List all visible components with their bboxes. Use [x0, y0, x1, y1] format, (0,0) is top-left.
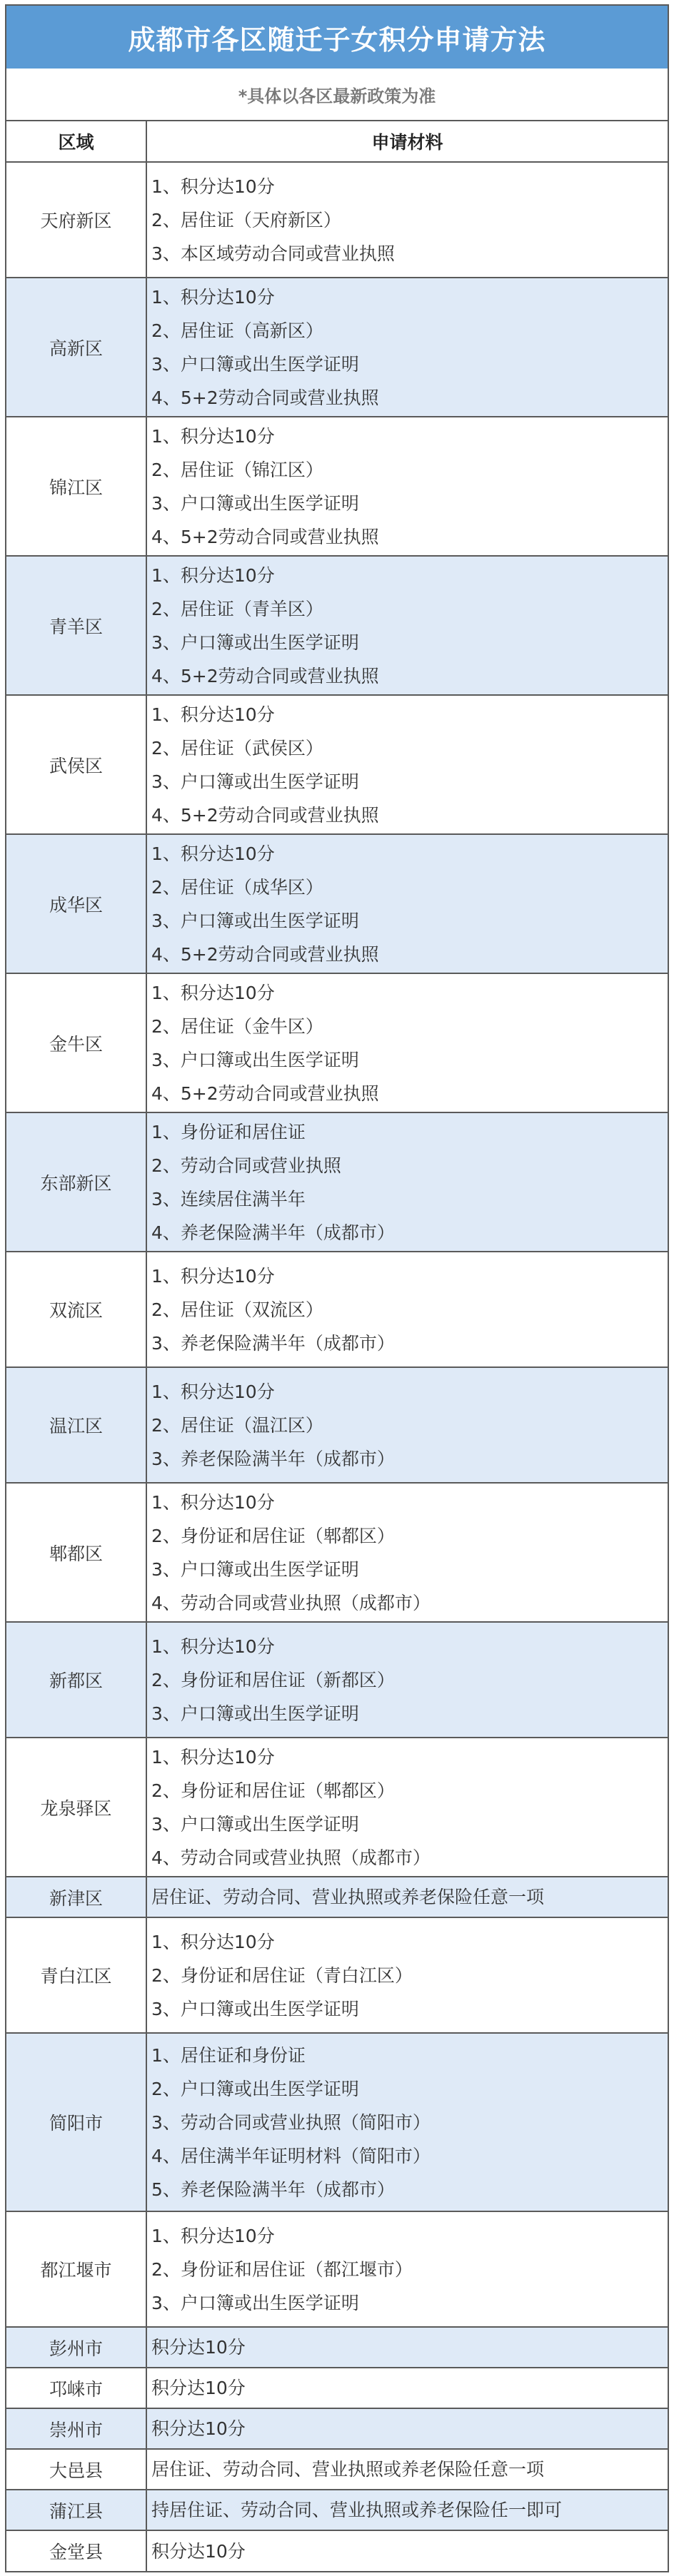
material-item: 2、户口簿或出生医学证明	[151, 2078, 359, 2099]
materials-cell	[146, 1622, 668, 1738]
table-row	[6, 2530, 668, 2571]
region-cell: 武侯区	[6, 695, 146, 834]
materials-cell	[146, 1112, 668, 1252]
material-item: 1、积分达10分	[151, 2225, 275, 2246]
table-row	[6, 417, 668, 556]
material-item: 3、户口簿或出生医学证明	[151, 771, 359, 792]
table-row	[6, 1112, 668, 1252]
region-cell: 青白江区	[6, 1917, 146, 2033]
material-item: 1、积分达10分	[151, 286, 275, 308]
column-header-region: 区域	[6, 121, 146, 162]
material-item: 3、养老保险满半年（成都市）	[151, 1448, 395, 1469]
region-cell: 邛崃市	[6, 2368, 146, 2408]
material-item: 2、劳动合同或营业执照	[151, 1155, 341, 1176]
material-item: 3、户口簿或出生医学证明	[151, 910, 359, 931]
material-item: 3、户口簿或出生医学证明	[151, 1813, 359, 1835]
region-cell: 新都区	[6, 1622, 146, 1738]
material-item: 4、5+2劳动合同或营业执照	[151, 526, 379, 547]
region-cell: 龙泉驿区	[6, 1738, 146, 1877]
table-row	[6, 1877, 668, 1917]
page-title: 成都市各区随迁子女积分申请方法	[6, 6, 668, 69]
materials-cell	[146, 2408, 668, 2449]
region-cell: 天府新区	[6, 162, 146, 278]
material-item: 3、户口簿或出生医学证明	[151, 632, 359, 653]
policy-note: *具体以各区最新政策为准	[6, 69, 668, 121]
table-row	[6, 1483, 668, 1622]
region-cell: 双流区	[6, 1252, 146, 1367]
material-item: 1、积分达10分	[151, 1746, 275, 1768]
materials-cell	[146, 1917, 668, 2033]
table-row	[6, 1738, 668, 1877]
region-cell: 成华区	[6, 834, 146, 973]
material-item: 1、积分达10分	[151, 176, 275, 197]
materials-cell	[146, 1367, 668, 1483]
material-item: 3、户口簿或出生医学证明	[151, 1998, 359, 2019]
region-cell: 东部新区	[6, 1112, 146, 1252]
material-item: 2、身份证和居住证（郫都区）	[151, 1780, 395, 1801]
table-row	[6, 2033, 668, 2211]
materials-cell	[146, 1252, 668, 1367]
table-row	[6, 278, 668, 417]
materials-cell	[146, 1738, 668, 1877]
material-item: 3、户口簿或出生医学证明	[151, 353, 359, 375]
policy-table-sheet	[5, 4, 669, 2572]
region-cell: 蒲江县	[6, 2490, 146, 2530]
region-cell: 大邑县	[6, 2449, 146, 2490]
material-item: 积分达10分	[151, 2337, 246, 2358]
materials-cell	[146, 973, 668, 1112]
material-item: 4、5+2劳动合同或营业执照	[151, 387, 379, 408]
table-header-row	[6, 121, 668, 162]
material-item: 3、户口簿或出生医学证明	[151, 1703, 359, 1724]
material-item: 2、居住证（天府新区）	[151, 209, 341, 230]
material-item: 4、居住满半年证明材料（简阳市）	[151, 2145, 431, 2166]
materials-cell	[146, 834, 668, 973]
material-item: 3、劳动合同或营业执照（简阳市）	[151, 2111, 431, 2133]
material-item: 3、连续居住满半年	[151, 1188, 306, 1210]
material-item: 2、居住证（锦江区）	[151, 459, 323, 480]
material-item: 2、居住证（金牛区）	[151, 1015, 323, 1037]
material-item: 4、5+2劳动合同或营业执照	[151, 804, 379, 826]
region-cell: 彭州市	[6, 2327, 146, 2368]
material-item: 2、居住证（青羊区）	[151, 598, 323, 619]
table-row	[6, 973, 668, 1112]
material-item: 1、积分达10分	[151, 843, 275, 864]
material-item: 4、养老保险满半年（成都市）	[151, 1222, 395, 1243]
materials-cell	[146, 2211, 668, 2327]
material-item: 1、积分达10分	[151, 1931, 275, 1952]
material-item: 3、户口簿或出生医学证明	[151, 492, 359, 514]
materials-cell	[146, 417, 668, 556]
table-row	[6, 2449, 668, 2490]
material-item: 2、居住证（武侯区）	[151, 737, 323, 759]
material-item: 1、积分达10分	[151, 564, 275, 586]
region-cell: 崇州市	[6, 2408, 146, 2449]
material-item: 2、身份证和居住证（郫都区）	[151, 1525, 395, 1546]
material-item: 积分达10分	[151, 2418, 246, 2439]
materials-cell	[146, 2327, 668, 2368]
material-item: 1、居住证和身份证	[151, 2044, 306, 2066]
material-item: 3、户口簿或出生医学证明	[151, 1049, 359, 1070]
table-row	[6, 1252, 668, 1367]
table-row	[6, 2408, 668, 2449]
material-item: 2、居住证（高新区）	[151, 320, 323, 341]
materials-cell	[146, 695, 668, 834]
table-row	[6, 556, 668, 695]
material-item: 5、养老保险满半年（成都市）	[151, 2179, 395, 2200]
table-row	[6, 2327, 668, 2368]
table-row	[6, 2211, 668, 2327]
region-cell: 青羊区	[6, 556, 146, 695]
materials-cell	[146, 2490, 668, 2530]
material-item: 1、身份证和居住证	[151, 1121, 306, 1142]
materials-table	[6, 121, 668, 2571]
table-row	[6, 834, 668, 973]
materials-cell	[146, 1877, 668, 1917]
material-item: 居住证、劳动合同、营业执照或养老保险任意一项	[151, 1887, 545, 1907]
material-item: 2、身份证和居住证（新都区）	[151, 1669, 395, 1690]
material-item: 1、积分达10分	[151, 704, 275, 725]
material-item: 2、身份证和居住证（都江堰市）	[151, 2258, 413, 2280]
material-item: 2、身份证和居住证（青白江区）	[151, 1964, 413, 1986]
column-header-materials: 申请材料	[146, 121, 668, 162]
materials-cell	[146, 556, 668, 695]
material-item: 1、积分达10分	[151, 1491, 275, 1513]
material-item: 3、本区域劳动合同或营业执照	[151, 243, 395, 264]
region-cell: 锦江区	[6, 417, 146, 556]
table-row	[6, 1367, 668, 1483]
table-row	[6, 1622, 668, 1738]
materials-cell	[146, 1483, 668, 1622]
material-item: 1、积分达10分	[151, 982, 275, 1003]
material-item: 4、劳动合同或营业执照（成都市）	[151, 1847, 431, 1868]
table-row	[6, 2490, 668, 2530]
table-row	[6, 1917, 668, 2033]
material-item: 持居住证、劳动合同、营业执照或养老保险任一即可	[151, 2500, 563, 2520]
material-item: 4、5+2劳动合同或营业执照	[151, 943, 379, 965]
material-item: 积分达10分	[151, 2540, 246, 2562]
material-item: 积分达10分	[151, 2378, 246, 2398]
material-item: 4、5+2劳动合同或营业执照	[151, 665, 379, 686]
material-item: 2、居住证（温江区）	[151, 1414, 323, 1436]
region-cell: 高新区	[6, 278, 146, 417]
region-cell: 新津区	[6, 1877, 146, 1917]
material-item: 1、积分达10分	[151, 1636, 275, 1657]
material-item: 2、居住证（成华区）	[151, 876, 323, 898]
material-item: 1、积分达10分	[151, 1265, 275, 1287]
material-item: 4、5+2劳动合同或营业执照	[151, 1082, 379, 1104]
table-row	[6, 162, 668, 278]
table-row	[6, 695, 668, 834]
region-cell: 金牛区	[6, 973, 146, 1112]
material-item: 3、户口簿或出生医学证明	[151, 2292, 359, 2313]
material-item: 2、居住证（双流区）	[151, 1299, 323, 1320]
materials-cell	[146, 278, 668, 417]
material-item: 3、养老保险满半年（成都市）	[151, 1332, 395, 1354]
material-item: 1、积分达10分	[151, 425, 275, 447]
materials-cell	[146, 2449, 668, 2490]
table-row	[6, 2368, 668, 2408]
region-cell: 郫都区	[6, 1483, 146, 1622]
material-item: 1、积分达10分	[151, 1381, 275, 1402]
region-cell: 金堂县	[6, 2530, 146, 2571]
table-body	[6, 162, 668, 2571]
region-cell: 温江区	[6, 1367, 146, 1483]
materials-cell	[146, 2368, 668, 2408]
material-item: 4、劳动合同或营业执照（成都市）	[151, 1592, 431, 1613]
materials-cell	[146, 162, 668, 278]
material-item: 3、户口簿或出生医学证明	[151, 1558, 359, 1580]
region-cell: 都江堰市	[6, 2211, 146, 2327]
materials-cell	[146, 2033, 668, 2211]
materials-cell	[146, 2530, 668, 2571]
region-cell: 简阳市	[6, 2033, 146, 2211]
material-item: 居住证、劳动合同、营业执照或养老保险任意一项	[151, 2459, 545, 2480]
